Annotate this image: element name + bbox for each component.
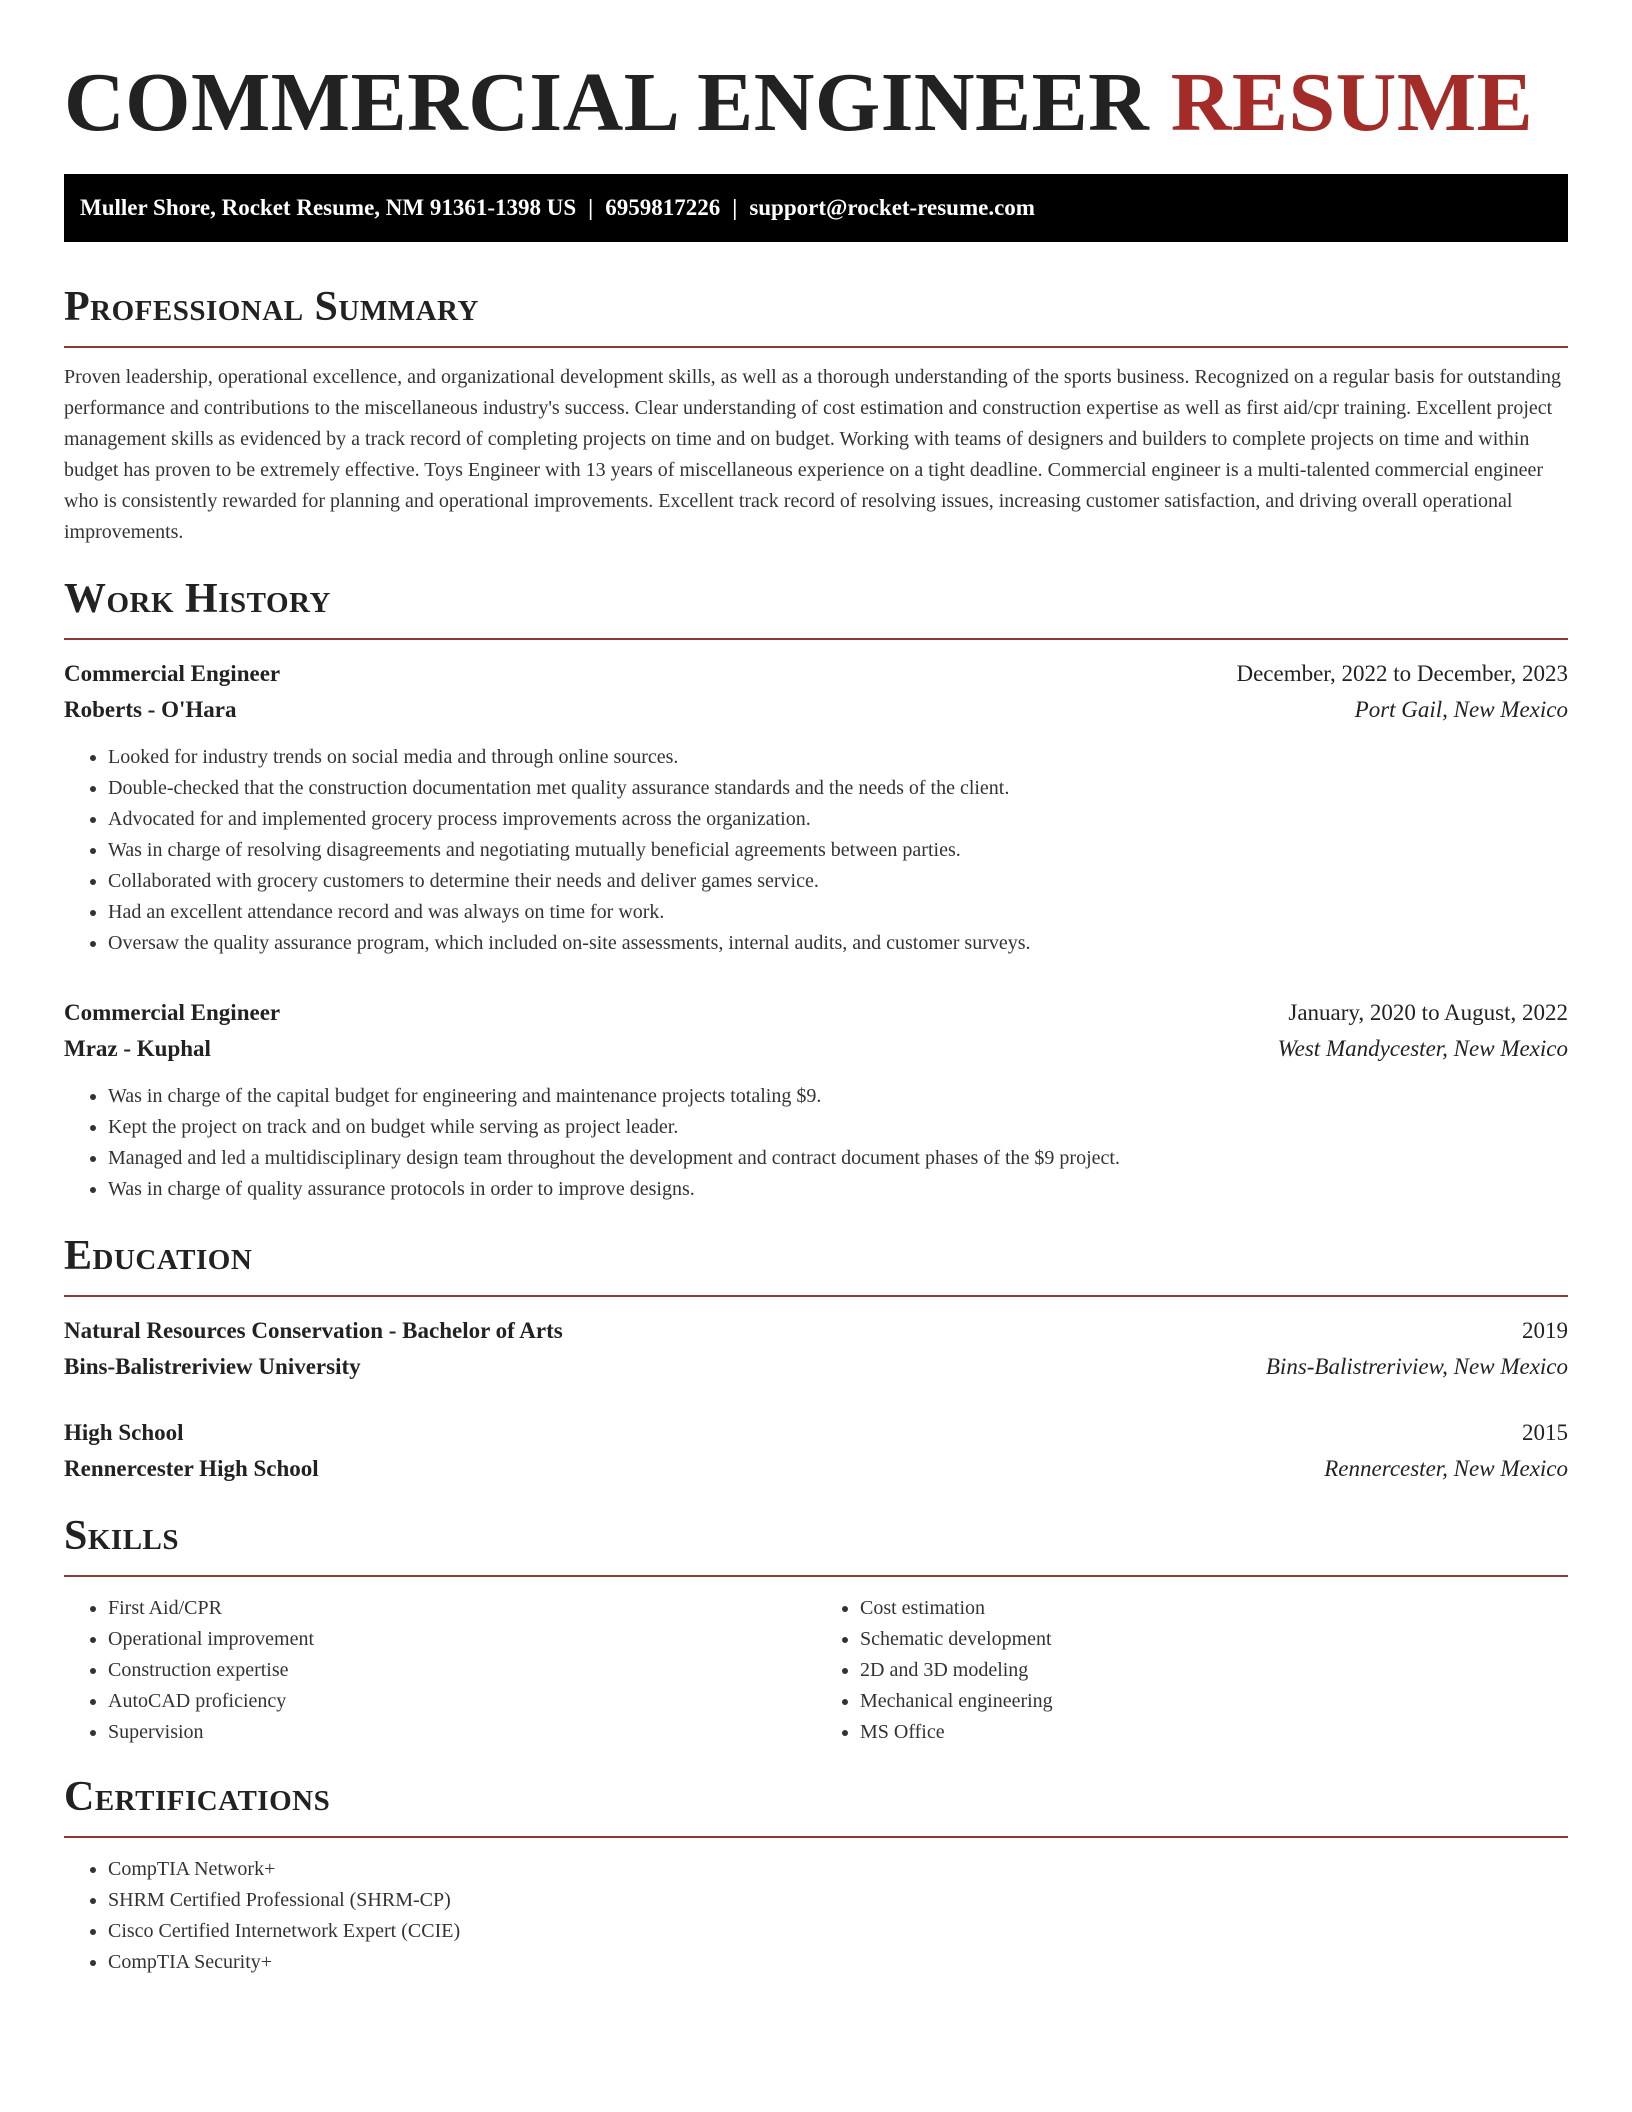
job-dates: January, 2020 to August, 2022 [1288,1000,1568,1025]
contact-email[interactable]: support@rocket-resume.com [749,195,1035,220]
job-duties-list [64,742,1568,959]
job-location: Port Gail, New Mexico [1354,697,1568,722]
certification-item: • CompTIA Security+ [108,1947,1568,1978]
skill-item: • 2D and 3D modeling [860,1655,1568,1686]
contact-bar [64,174,1568,242]
job-dates: December, 2022 to December, 2023 [1236,661,1568,686]
education-school-row [64,1451,1568,1487]
summary-section [64,282,1568,548]
job-duty: • Was in charge of quality assurance protocols in order to improve designs. [108,1174,1568,1205]
education-section [64,1231,1568,1487]
skill-item: • First Aid/CPR [108,1593,816,1624]
contact-phone[interactable]: 6959817226 [605,195,721,220]
work-history-section [64,574,1568,1205]
title-accent: RESUME [1170,56,1534,149]
job-title: Commercial Engineer [64,1000,281,1025]
job-company: Roberts - O'Hara [64,697,237,722]
certifications-section [64,1772,1568,1978]
certifications-heading: Certifications [64,1772,1568,1838]
job-duty: • Collaborated with grocery customers to determine their needs and deliver games service. [108,866,1568,897]
job-duty: • Had an excellent attendance record and was always on time for work. [108,897,1568,928]
job-duty: • Was in charge of the capital budget for engineering and maintenance projects totaling $9. [108,1081,1568,1112]
job-entry [64,656,1568,959]
skills-section [64,1511,1568,1748]
education-degree-row [64,1313,1568,1349]
skill-item: • AutoCAD proficiency [108,1686,816,1717]
education-degree: High School [64,1420,184,1445]
resume-page [64,0,1568,1978]
job-duty: • Was in charge of resolving disagreements and negotiating mutually beneficial agreements between parties. [108,835,1568,866]
resume-title [64,0,1568,154]
certification-item: • SHRM Certified Professional (SHRM-CP) [108,1885,1568,1916]
skill-item: • Construction expertise [108,1655,816,1686]
certification-item: • Cisco Certified Internetwork Expert (CCIE) [108,1916,1568,1947]
job-duties-list [64,1081,1568,1205]
skill-item: • Schematic development [860,1624,1568,1655]
skill-item: • Operational improvement [108,1624,816,1655]
job-title: Commercial Engineer [64,661,281,686]
education-school-row [64,1349,1568,1385]
certifications-list [64,1854,1568,1978]
contact-separator: | [588,195,594,220]
skills-list-left [64,1593,816,1748]
job-duty: • Oversaw the quality assurance program, which included on-site assessments, internal audits, and customer surveys. [108,928,1568,959]
job-duty: • Managed and led a multidisciplinary design team throughout the development and contract document phases of the $9 project. [108,1143,1568,1174]
contact-separator: | [732,195,738,220]
job-title-row [64,995,1568,1031]
education-entry [64,1415,1568,1487]
job-company: Mraz - Kuphal [64,1036,211,1061]
education-year: 2015 [1522,1420,1568,1445]
education-year: 2019 [1522,1318,1568,1343]
skills-heading: Skills [64,1511,1568,1577]
title-main: COMMERCIAL ENGINEER [64,56,1171,149]
education-school: Bins-Balistreriview University [64,1354,361,1379]
job-company-row [64,1031,1568,1067]
education-entry [64,1313,1568,1385]
summary-heading: Professional Summary [64,282,1568,348]
education-degree-row [64,1415,1568,1451]
job-duty: • Double-checked that the construction documentation met quality assurance standards and the needs of the client. [108,773,1568,804]
education-location: Rennercester, New Mexico [1324,1456,1568,1481]
job-entry [64,995,1568,1205]
job-location: West Mandycester, New Mexico [1277,1036,1568,1061]
job-company-row [64,692,1568,728]
skill-item: • Cost estimation [860,1593,1568,1624]
contact-address: Muller Shore, Rocket Resume, NM 91361-1398 US [80,195,577,220]
job-title-row [64,656,1568,692]
job-duty: • Looked for industry trends on social media and through online sources. [108,742,1568,773]
education-heading: Education [64,1231,1568,1297]
skill-item: • MS Office [860,1717,1568,1748]
skill-item: • Supervision [108,1717,816,1748]
summary-text: Proven leadership, operational excellence, and organizational development skills, as well as a thorough understanding of the sports business. Recognized on a regular basis for outstanding performance and contributions to the miscellaneous industry's success. Clear understanding of cost estimation and construction expertise as well as first aid/cpr training. Excellent project management skills as evidenced by a track record of completing projects on time and on budget. Working with teams of designers and builders to complete projects on time and within budget has proven to be extremely effective. Toys Engineer with 13 years of miscellaneous experience on a tight deadline. Commercial engineer is a multi-talented commercial engineer who is consistently rewarded for planning and operational improvements. Excellent track record of resolving issues, increasing customer satisfaction, and driving overall operational improvements. [64,366,1562,543]
job-duty: • Advocated for and implemented grocery process improvements across the organization. [108,804,1568,835]
work-history-heading: Work History [64,574,1568,640]
education-location: Bins-Balistreriview, New Mexico [1265,1354,1568,1379]
skills-list-right [816,1593,1568,1748]
education-degree: Natural Resources Conservation - Bachelor of Arts [64,1318,563,1343]
education-school: Rennercester High School [64,1456,319,1481]
certification-item: • CompTIA Network+ [108,1854,1568,1885]
skills-columns [64,1593,1568,1748]
skill-item: • Mechanical engineering [860,1686,1568,1717]
job-duty: • Kept the project on track and on budget while serving as project leader. [108,1112,1568,1143]
